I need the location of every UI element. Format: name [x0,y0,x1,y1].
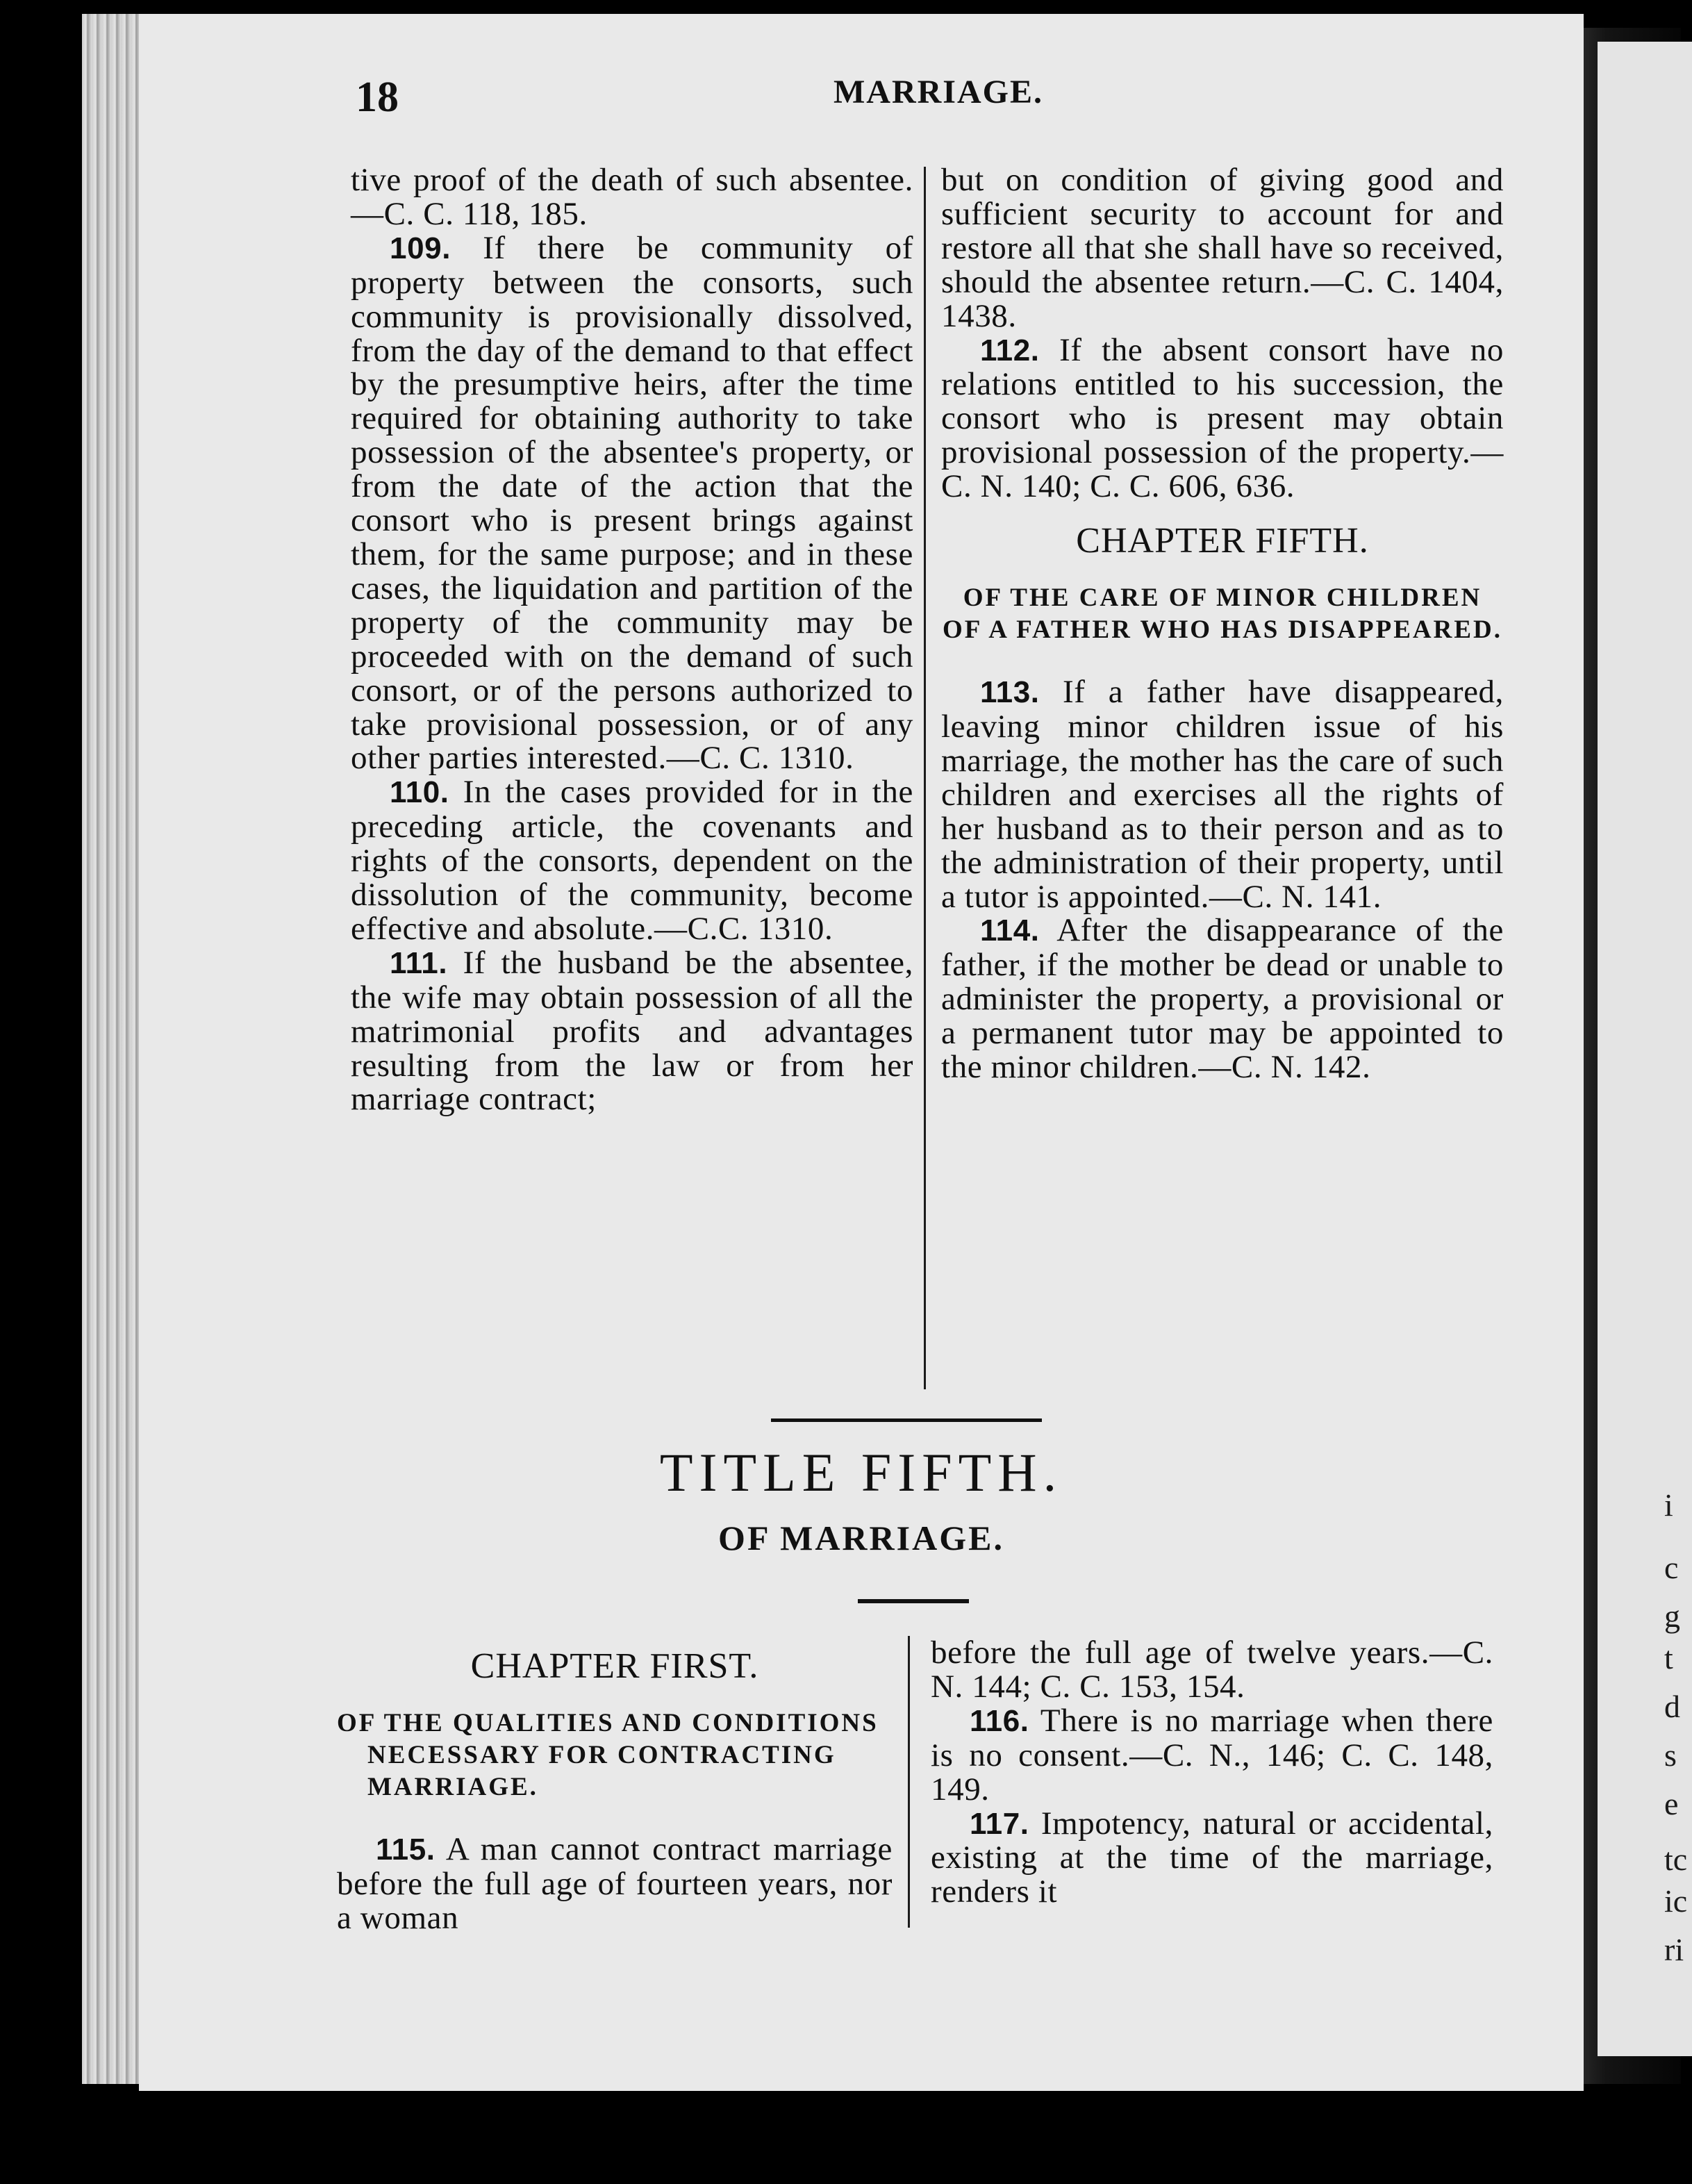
article-number: 111. [390,945,448,980]
sliver-fragment: d [1664,1689,1680,1724]
article-text: A man cannot contract marriage before the full age of fourteen years, nor a woman [337,1831,893,1936]
section-rule [771,1418,1042,1422]
left-column-lower [337,1629,893,1935]
article-text: There is no marriage when there is no consent.—C. N., 146; C. C. 148, 149. [931,1702,1493,1807]
column-divider [924,167,926,1389]
next-page-sliver [1598,42,1692,2056]
title-heading: TITLE FIFTH. [659,1442,1063,1503]
article-text: If there be community of property between the consorts, such community is provisionally dissolved, from the day of the demand to that effect by the presumptive heirs, after the time required for obtaining authority to take possession of the absentee's property, or from the date of the action that the consort who is present brings against them, for the same purpose; and in these cases, the liquidation and partition of the property of the community may be proceeded with on the demand of such consort, or of the persons authorized to take provisional possession, or of any other parties interested.—C. C. 1310. [351,229,913,777]
sliver-fragment: tc [1664,1842,1688,1877]
sliver-fragment: c [1664,1550,1679,1585]
sliver-fragment: g [1664,1598,1680,1634]
chapter-heading: CHAPTER FIFTH. [1076,521,1369,561]
article-114 [941,913,1504,1084]
article-117 [931,1807,1493,1910]
article-text: Impotency, natural or accidental, existing at the time of the marriage, renders it [931,1805,1493,1910]
article-number: 114. [980,913,1040,948]
article-number: 112. [980,333,1040,367]
article-number: 117. [970,1806,1029,1841]
article-115 [337,1833,893,1935]
right-column-lower [931,1636,1493,1909]
article-112 [941,333,1504,504]
sliver-fragment: ic [1664,1883,1688,1919]
article-116 [931,1704,1493,1807]
article-number: 109. [390,231,451,265]
sliver-fragment: i [1664,1487,1673,1523]
article-110 [351,775,913,946]
chapter-heading: CHAPTER FIRST. [470,1646,759,1686]
article-text: If the absent consort have no relations entitled to his succession, the consort who is present may obtain provisional possession of the property.—C. N. 140; C. C. 606, 636. [941,331,1504,505]
sliver-fragment: ri [1664,1932,1684,1967]
right-column [941,163,1504,1084]
article-text: After the disappearance of the father, if the mother be dead or unable to administer the property, a provisional or a permanent tutor may be appointed to the minor children.—C. N. 142. [941,912,1504,1086]
chapter-subheading: OF THE CARE OF MINOR CHILDREN OF A FATHER WHO HAS DISAPPEARED. [943,584,1502,645]
article-text: If the husband be the absentee, the wife may obtain possession of all the matrimonial profits and advantages resulting from the law or from her marriage contract; [351,944,913,1118]
column-divider [908,1636,910,1928]
sliver-fragment: t [1664,1640,1673,1676]
left-column [351,163,913,1116]
article-number: 110. [390,775,449,810]
article-number: 115. [376,1833,436,1867]
title-subheading: OF MARRIAGE. [718,1519,1004,1557]
article-number: 113. [980,675,1040,710]
article-111 [351,946,913,1117]
article-109 [351,231,913,776]
continued-paragraph: tive proof of the death of such absentee.—C. C. 118, 185. [351,162,913,232]
short-rule [858,1599,969,1603]
continued-paragraph: before the full age of twelve years.—C. N. 144; C. C. 153, 154. [931,1635,1493,1705]
continued-paragraph: but on condition of giving good and sufficient security to account for and restore all that she shall have so received, should the absentee return.—C. C. 1404, 1438. [941,162,1504,334]
running-title: MARRIAGE. [833,74,1043,110]
page-number: 18 [356,74,399,121]
article-text: In the cases provided for in the preceding article, the covenants and rights of the consorts, dependent on the dissolution of the community, become effective and absolute.—C.C. 1310. [351,774,913,947]
article-113 [941,675,1504,913]
sliver-fragment: e [1664,1786,1679,1821]
chapter-subheading: OF THE QUALITIES AND CONDITIONS NECESSARY FOR CONTRACTING MARRIAGE. [337,1709,879,1801]
article-number: 116. [970,1703,1029,1738]
article-text: If a father have disappeared, leaving minor children issue of his marriage, the mother has the care of such children and exercises all the rights of her husband as to their person and as to the administration of their property, until a tutor is appointed.—C. N. 141. [941,674,1504,915]
sliver-fragment: s [1664,1737,1677,1773]
